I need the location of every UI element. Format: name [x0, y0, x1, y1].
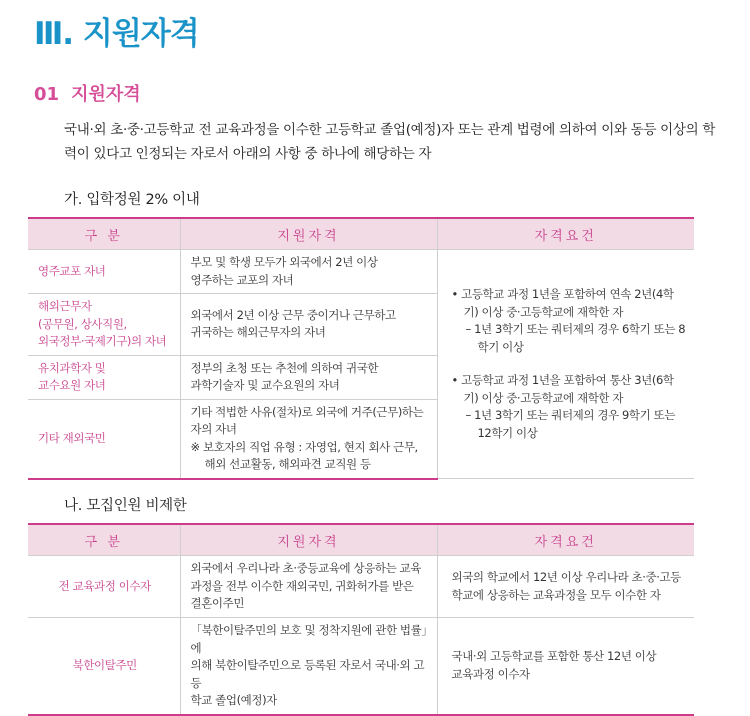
requirement-cell [437, 250, 694, 479]
qualification-line: 외국에서 2년 이상 근무 중이거나 근무하고 [190, 307, 396, 322]
category-line: (공무원, 상사직원, [38, 316, 127, 331]
category-cell [28, 250, 180, 294]
category-line: 유치과학자 및 [38, 360, 106, 375]
header-requirement: 자격요건 [437, 524, 694, 556]
category-cell: 북한이탈주민 [28, 618, 180, 715]
quota-table [28, 217, 694, 480]
qualification-cell [180, 618, 437, 715]
section-title: 지원자격 [71, 84, 141, 105]
qualification-cell [180, 294, 437, 356]
header-qualification: 지원자격 [180, 218, 437, 250]
unlimited-table [28, 523, 694, 716]
section-heading [34, 80, 141, 106]
requirement-sub: – 1년 3학기 또는 쿼터제의 경우 6학기 또는 8학기 이상 [465, 322, 686, 354]
section-number: 01 [34, 84, 60, 105]
header-qualification: 지원자격 [180, 524, 437, 556]
section-intro: 국내·외 초·중·고등학교 전 교육과정을 이수한 고등학교 졸업(예정)자 또는 관계 법령에 의하여 이와 동등 이상의 학력이 있다고 인정되는 자로서 아래의 사항 중 하나에 해당하는 자 [64, 122, 716, 162]
qualification-line: 의해 북한이탈주민으로 등록된 자로서 국내·외 고등 [190, 658, 425, 690]
category-cell [28, 355, 180, 399]
subsection-title-ga: 가. 입학정원 2% 이내 [64, 192, 200, 208]
page-title: Ⅲ. 지원자격 [34, 16, 199, 52]
category-cell: 전 교육과정 이수자 [28, 556, 180, 618]
requirement-line: 학교에 상응하는 교육과정을 모두 이수한 자 [451, 587, 661, 602]
occupation-note: ※ 보호자의 직업 유형 : 자영업, 현지 회사 근무, 해외 선교활동, 해외파견 교직원 등 [190, 439, 418, 471]
qualification-cell [180, 556, 437, 618]
requirement-point: • 고등학교 과정 1년을 포함하여 통산 3년(6학기) 이상 중·고등학교에 재학한 자 [451, 373, 674, 405]
qualification-line: 기타 적법한 사유(절차)로 외국에 거주(근무)하는 [190, 404, 424, 419]
qualification-line: 영주하는 교포의 자녀 [190, 272, 294, 287]
category-line: 교수요원 자녀 [38, 378, 106, 392]
qualification-line: 외국에서 우리나라 초·중등교육에 상응하는 교육 [190, 561, 421, 576]
category-line: 영주교포 자녀 [38, 263, 106, 278]
qualification-line: 자의 자녀 [190, 422, 237, 436]
header-category: 구 분 [28, 524, 180, 556]
requirement-cell [437, 618, 694, 715]
requirement-line: 국내·외 고등학교를 포함한 통산 12년 이상 [451, 649, 657, 664]
header-requirement: 자격요건 [437, 218, 694, 250]
qualification-cell [180, 250, 437, 294]
qualification-line: 과학기술자 및 교수요원의 자녀 [190, 378, 340, 392]
category-cell [28, 399, 180, 479]
qualification-line: 정부의 초청 또는 추천에 의하여 귀국한 [190, 360, 379, 375]
qualification-line: 과정을 전부 이수한 재외국민, 귀화허가를 받은 [190, 578, 414, 593]
category-line: 해외근무자 [38, 299, 92, 313]
requirement-cell [437, 556, 694, 618]
qualification-line: 부모 및 학생 모두가 외국에서 2년 이상 [190, 255, 378, 269]
qualification-line: 귀국하는 해외근무자의 자녀 [190, 325, 326, 340]
subsection-title-na: 나. 모집인원 비제한 [64, 498, 187, 514]
header-category: 구 분 [28, 218, 180, 250]
category-line: 외국정부·국제기구)의 자녀 [38, 334, 167, 348]
qualification-cell [180, 399, 437, 479]
requirement-line: 교육과정 이수자 [451, 666, 530, 681]
qualification-line: 결혼이주민 [190, 596, 245, 611]
category-line: 기타 재외국민 [38, 430, 106, 445]
requirement-line: 외국의 학교에서 12년 이상 우리나라 초·중·고등 [451, 570, 681, 584]
qualification-line: 「북한이탈주민의 보호 및 정착지원에 관한 법률」에 [190, 623, 427, 655]
qualification-cell [180, 355, 437, 399]
qualification-line: 학교 졸업(예정)자 [190, 693, 277, 707]
requirement-sub: – 1년 3학기 또는 쿼터제의 경우 9학기 또는 12학기 이상 [465, 408, 676, 440]
requirement-point: • 고등학교 과정 1년을 포함하여 연속 2년(4학기) 이상 중·고등학교에 재학한 자 [451, 287, 674, 319]
category-cell [28, 294, 180, 356]
